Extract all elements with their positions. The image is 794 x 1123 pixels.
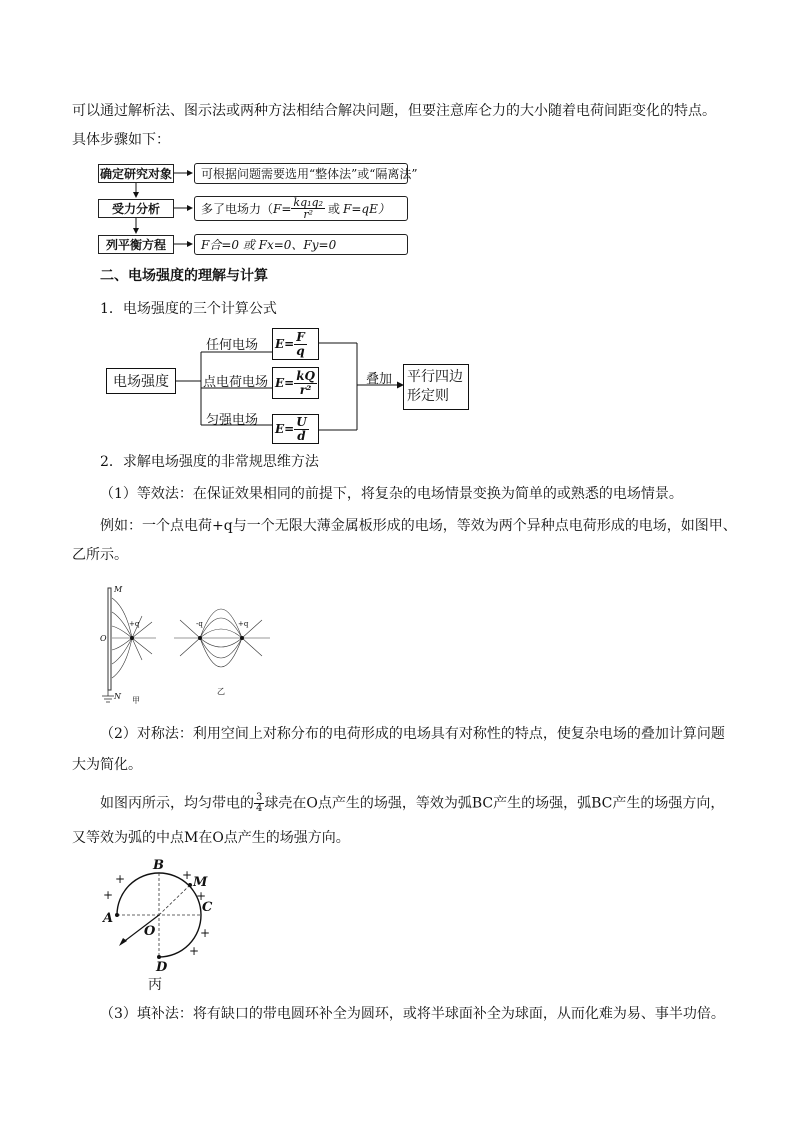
fig-bing-plus-5: + bbox=[200, 926, 211, 940]
formula-box-3 bbox=[272, 414, 319, 444]
formula-2-frac bbox=[294, 370, 317, 397]
method-2-example-post: 球壳在O点产生的场强，等效为弧BC产生的场强，弧BC产生的场强方向， bbox=[264, 795, 725, 812]
section-2-sub-1: 1．电场强度的三个计算公式 bbox=[100, 301, 277, 317]
formula-box-2 bbox=[272, 367, 319, 399]
method-2-frac-den: 4 bbox=[256, 803, 263, 814]
step-label-2: 受力分析 bbox=[98, 199, 174, 218]
method-2-frac-num: 3 bbox=[256, 792, 263, 803]
fig-jia-q: +q bbox=[129, 620, 140, 628]
method-2-line-1: （2）对称法：利用空间上对称分布的电荷形成的电场具有对称性的特点，使复杂电场的叠加计算问题 bbox=[100, 726, 725, 742]
step-desc-2-mid: 或 bbox=[327, 202, 340, 216]
method-2-frac bbox=[254, 793, 264, 814]
intro-line-1: 可以通过解析法、图示法或两种方法相结合解决问题，但要注意库仑力的大小随着电荷间距变化的特点。 bbox=[72, 103, 716, 119]
method-2-example-1 bbox=[100, 793, 724, 814]
method-1: （1）等效法：在保证效果相同的前提下，将复杂的电场情景变换为简单的或熟悉的电场情景。 bbox=[100, 486, 683, 502]
fig-bing-D: D bbox=[156, 960, 168, 975]
method-1-example-2: 乙所示。 bbox=[72, 547, 128, 563]
fig-bing-M: M bbox=[193, 875, 208, 890]
figure-jia bbox=[100, 580, 180, 705]
fig-bing-plus-1: + bbox=[115, 872, 126, 886]
step-desc-2-den: r² bbox=[303, 208, 314, 221]
formula-3-num: U bbox=[296, 414, 307, 429]
fig-jia-caption: 甲 bbox=[132, 696, 140, 705]
method-2-example-pre: 如图丙所示，均匀带电的 bbox=[100, 795, 254, 812]
fig-bing-plus-4: + bbox=[196, 889, 207, 903]
figure-yi bbox=[172, 590, 282, 700]
branch-label-3: 匀强电场 bbox=[206, 413, 259, 428]
step-label-1: 确定研究对象 bbox=[98, 164, 174, 183]
step-desc-2-post: F=qE） bbox=[343, 202, 390, 216]
fig-jia-M: M bbox=[114, 585, 123, 594]
fig-bing-plus-6: + bbox=[189, 944, 200, 958]
branch-label-2: 点电荷电场 bbox=[203, 375, 269, 390]
section-2-sub-2: 2．求解电场强度的非常规思维方法 bbox=[100, 454, 319, 470]
fig-bing-plus-3: + bbox=[103, 888, 114, 902]
fig-yi-neg: -q bbox=[196, 620, 203, 628]
result-box bbox=[403, 364, 469, 410]
fig-jia-O: O bbox=[100, 634, 107, 643]
method-2-example-2: 又等效为弧的中点M在O点产生的场强方向。 bbox=[72, 830, 350, 846]
step-label-3: 列平衡方程 bbox=[98, 235, 174, 254]
fig-bing-A: A bbox=[103, 911, 114, 926]
section-2-title: 二、电场强度的理解与计算 bbox=[100, 268, 268, 284]
formula-1-den: q bbox=[296, 343, 305, 358]
result-line-1: 平行四边 bbox=[407, 369, 463, 385]
method-3: （3）填补法：将有缺口的带电圆环补全为圆环，或将半球面补全为球面，从而化难为易、事半功倍。 bbox=[100, 1006, 725, 1022]
formula-2-den: r² bbox=[299, 382, 312, 397]
formula-3-frac bbox=[294, 416, 308, 443]
result-line-2: 形定则 bbox=[407, 388, 449, 404]
fig-bing-caption: 丙 bbox=[148, 977, 162, 993]
step-desc-1: 可根据问题需要选用“整体法”或“隔离法” bbox=[194, 163, 408, 184]
step-desc-3: F合=0 或 Fx=0、Fy=0 bbox=[194, 234, 408, 255]
fig-bing-C: C bbox=[202, 900, 213, 915]
fig-jia-N: N bbox=[114, 692, 121, 701]
figure-bing bbox=[98, 855, 228, 995]
formula-1-frac bbox=[294, 331, 307, 358]
method-2-line-2: 大为简化。 bbox=[72, 757, 142, 773]
intro-line-2: 具体步骤如下： bbox=[72, 132, 170, 148]
formula-1-num: F bbox=[296, 329, 305, 344]
fig-bing-plus-2: + bbox=[182, 868, 193, 882]
step-desc-2-F: F= bbox=[273, 201, 292, 216]
formula-2-num: kQ bbox=[296, 368, 315, 383]
step-desc-2-num: kq₁q₂ bbox=[293, 196, 323, 209]
fig-bing-O: O bbox=[144, 924, 156, 939]
formula-box-1 bbox=[272, 328, 319, 360]
formula-3-den: d bbox=[297, 428, 306, 443]
formula-3-lhs: E= bbox=[275, 422, 295, 436]
formula-2-lhs: E= bbox=[275, 376, 295, 390]
root-box: 电场强度 bbox=[106, 368, 176, 394]
fig-yi-pos: +q bbox=[238, 620, 249, 628]
merge-label: 叠加 bbox=[366, 372, 393, 387]
formula-1-lhs: E= bbox=[275, 337, 295, 351]
branch-label-1: 任何电场 bbox=[206, 338, 259, 353]
fig-yi-caption: 乙 bbox=[217, 687, 225, 696]
step-desc-2-pre: 多了电场力（ bbox=[201, 202, 274, 216]
fig-bing-B: B bbox=[153, 858, 164, 873]
method-1-example-1: 例如：一个点电荷+q与一个无限大薄金属板形成的电场，等效为两个异种点电荷形成的电场，如图甲、 bbox=[100, 518, 737, 534]
